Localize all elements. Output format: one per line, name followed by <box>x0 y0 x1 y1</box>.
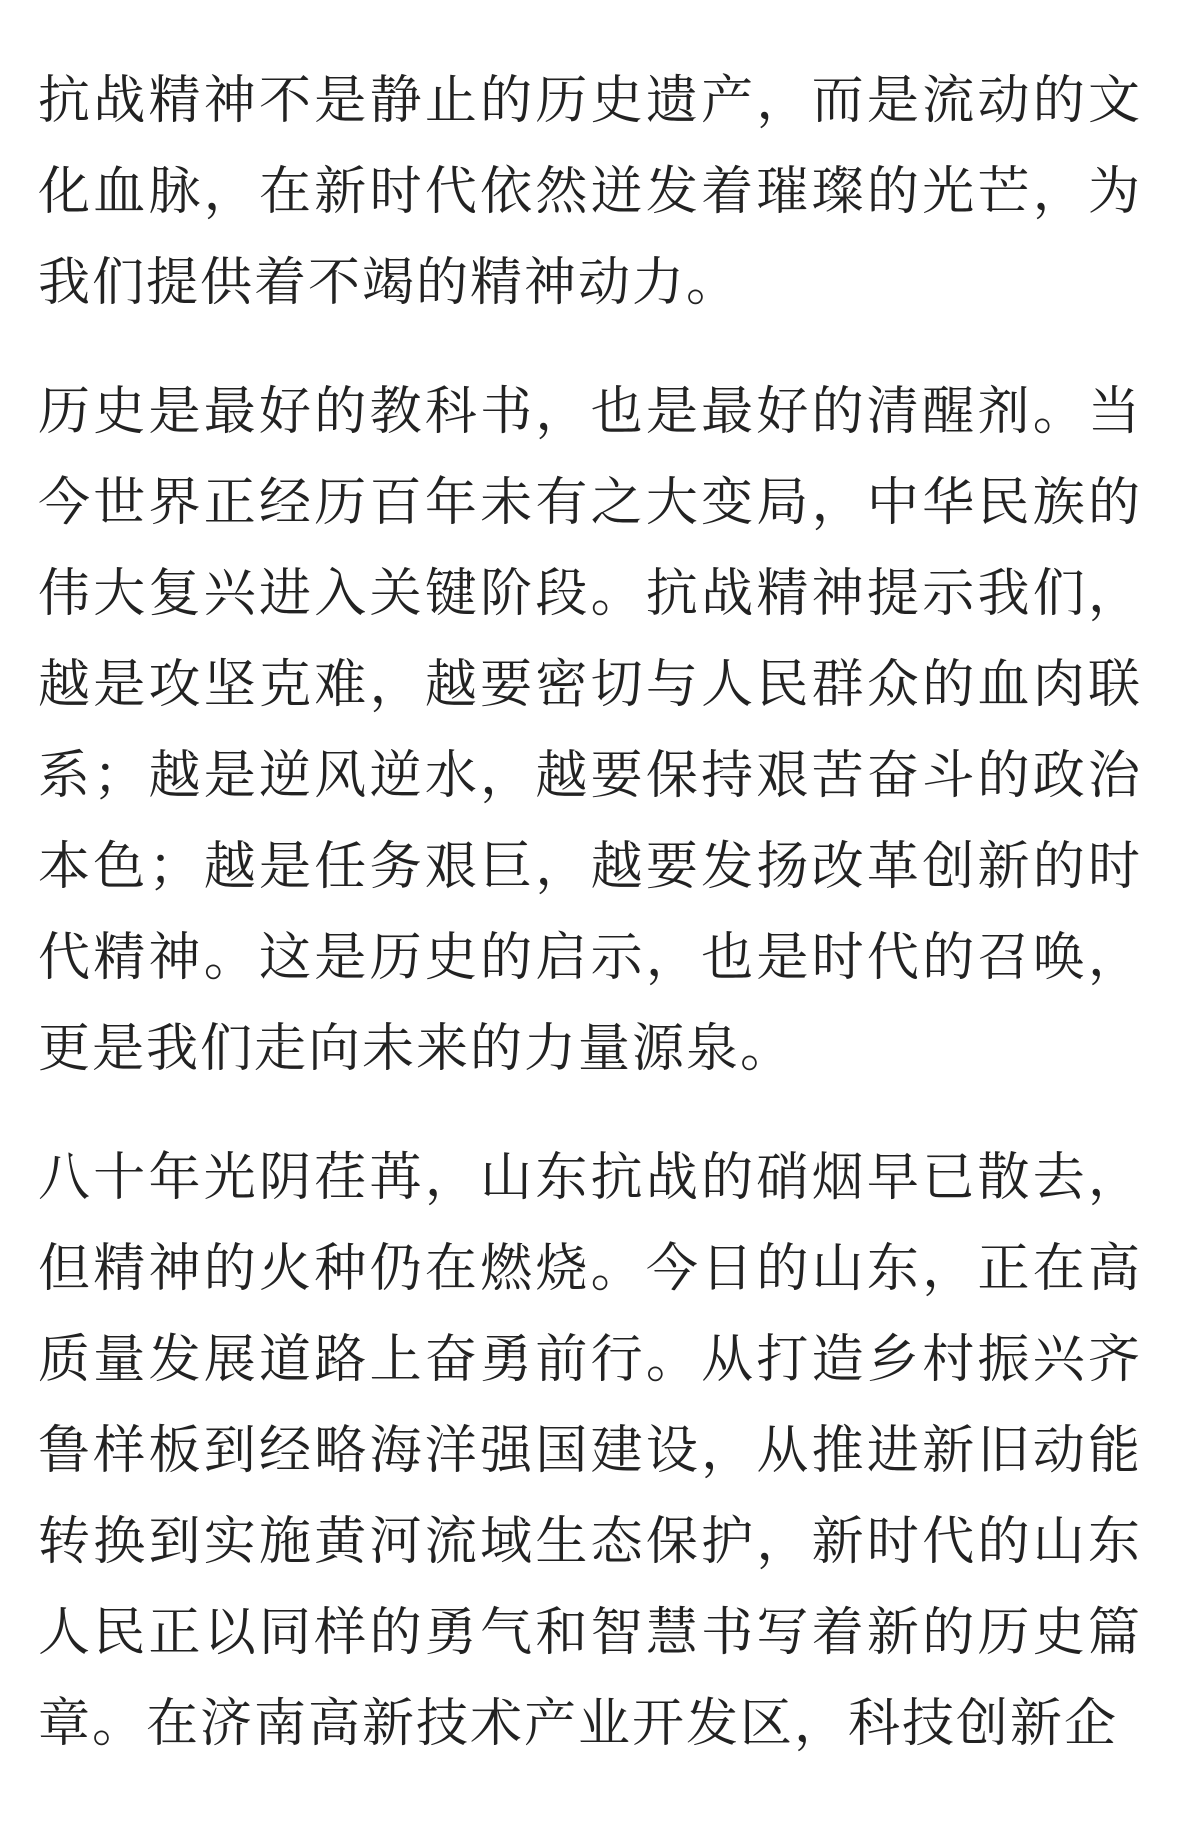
paragraph-1: 抗战精神不是静止的历史遗产，而是流动的文化血脉，在新时代依然迸发着璀璨的光芒，为我们提供着不竭的精神动力。 <box>38 71 1142 313</box>
paragraph-2: 历史是最好的教科书，也是最好的清醒剂。当今世界正经历百年未有之大变局，中华民族的伟大复兴进入关键阶段。抗战精神提示我们，越是攻坚克难，越要密切与人民群众的血肉联系；越是逆风逆水，越要保持艰苦奋斗的政治本色；越是任务艰巨，越要发扬改革创新的时代精神。这是历史的启示，也是时代的召唤，更是我们走向未来的力量源泉。 <box>38 382 1142 1079</box>
article-body <box>38 56 1142 1808</box>
paragraph-3: 八十年光阴荏苒，山东抗战的硝烟早已散去，但精神的火种仍在燃烧。今日的山东，正在高质量发展道路上奋勇前行。从打造乡村振兴齐鲁样板到经略海洋强国建设，从推进新旧动能转换到实施黄河流域生态保护，新时代的山东人民正以同样的勇气和智慧书写着新的历史篇章。在济南高新技术产业开发区，科技创新企 <box>38 1148 1142 1754</box>
